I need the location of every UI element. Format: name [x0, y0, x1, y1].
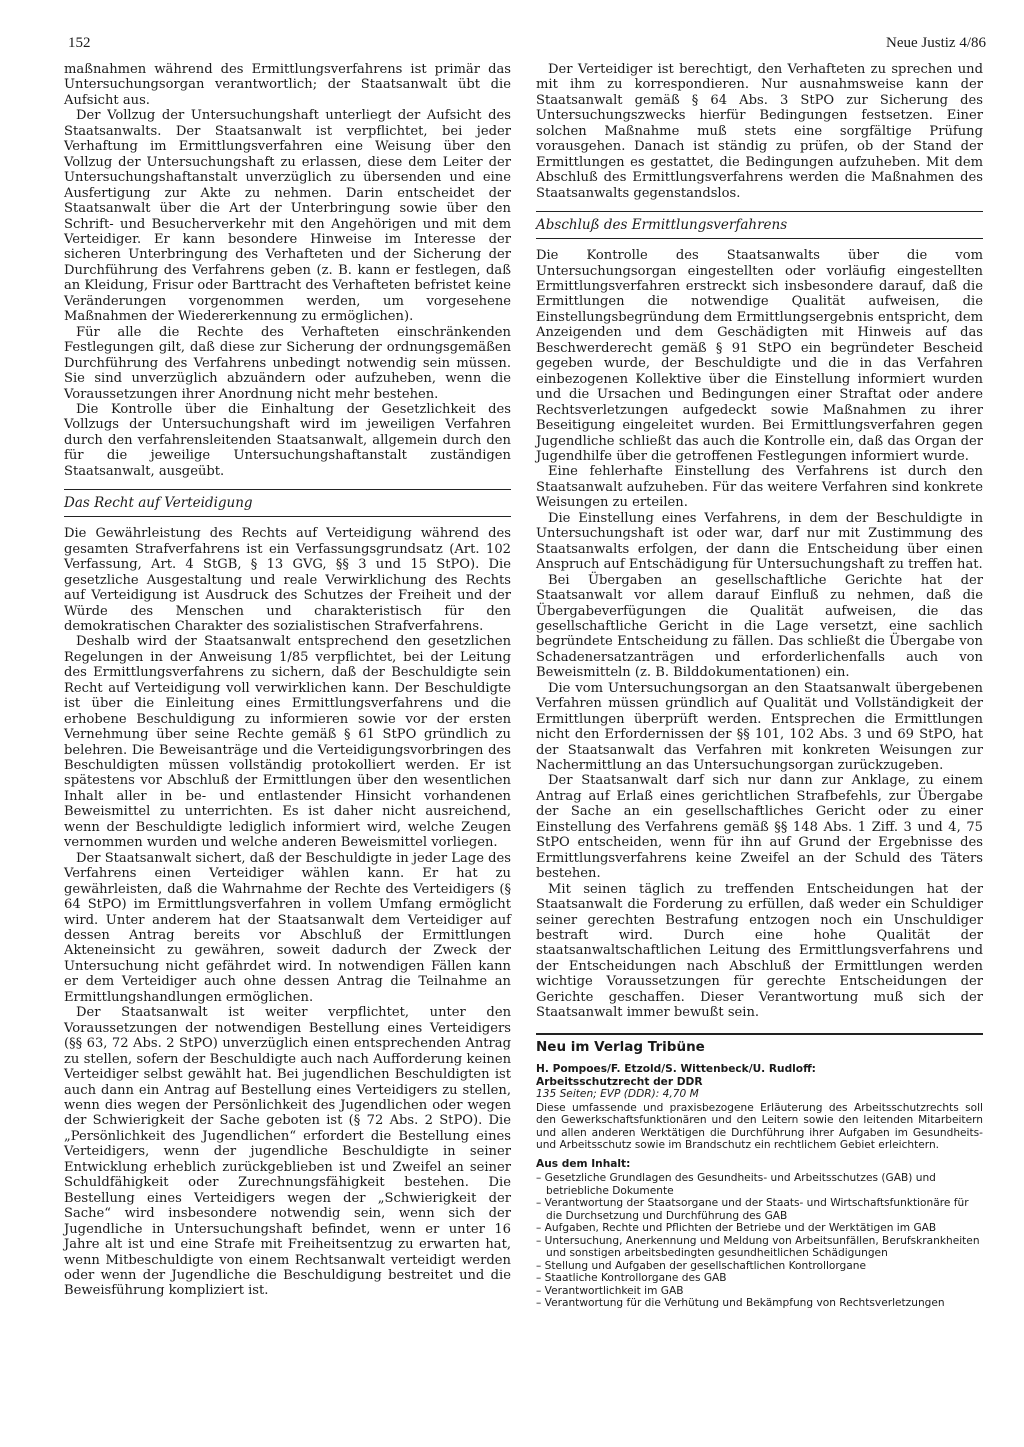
paragraph: Mit seinen täglich zu treffenden Entscheidungen hat der Staatsanwalt die Forderung zu erfüllen, daß weder ein Schuldiger seiner gerechten Bestrafung entzogen noch ein Unschuldiger bestraft wird. Durch eine hohe Qualität der staatsanwaltschaftlichen Leitung des Ermittlungsverfahrens und der Entscheidungen nach Abschluß der Ermittlungen werden wichtige Voraussetzungen für gerechte Entscheidungen der Gerichte geschaffen. Dieser Verantwortung muß sich der Staatsanwalt immer bewußt sein. — [536, 881, 983, 1021]
left-column — [64, 62, 511, 1299]
page-number: 152 — [68, 35, 91, 51]
book-description: Diese umfassende und praxisbezogene Erläuterung des Arbeitsschutzrechts soll den Gewerkschaftsfunktionären und den Leitern sowie den leitenden Mitarbeitern und allen anderen Werktätigen die Durchführung ihrer Aufgaben im Gesundheits- und Arbeitsschutz sowie im Brandschutz ein rechtlichem Gebiet erleichtern. — [536, 1101, 983, 1152]
list-item: – Stellung und Aufgaben der gesellschaftlichen Kontrollorgane — [536, 1260, 983, 1273]
paragraph: Für alle die Rechte des Verhafteten einschränkenden Festlegungen gilt, daß diese zur Sicherung der ordnungsgemäßen Durchführung des Verfahrens unbedingt notwendig sein müssen. Sie sind unverzüglich abzuändern oder aufzuheben, wenn die Voraussetzungen ihrer Anordnung nicht mehr bestehen. — [64, 324, 511, 402]
book-price: 135 Seiten; EVP (DDR): 4,70 M — [536, 1088, 699, 1101]
divider — [536, 1033, 983, 1035]
paragraph: Deshalb wird der Staatsanwalt entsprechend den gesetzlichen Regelungen in der Anweisung 1/85 verpflichtet, bei der Leitung des Ermittlungsverfahrens zu sichern, daß der Beschuldigte sein Recht auf Verteidigung voll verwirklichen kann. Der Beschuldigte ist über die Einleitung eines Ermittlungsverfahrens und die erhobene Beschuldigung zu informieren sowie vor der ersten Vernehmung über seine Rechte gemäß § 61 StPO gründlich zu belehren. Die Beweisanträge und die Verteidigungsvorbringen des Beschuldigten müssen vollständig protokolliert werden. Er ist spätestens vor Abschluß der Ermittlungen über den wesentlichen Inhalt aller in be- und entlastender Hinsicht vorhandenen Beweismittel zu unterrichten. Es ist daher nicht ausreichend, wenn der Beschuldigte lediglich informiert wird, welche Zeugen vernommen wurden und welche anderen Beweismittel vorliegen. — [64, 634, 511, 851]
paragraph: Die Kontrolle des Staatsanwalts über die vom Untersuchungsorgan eingestellten oder vorläufig eingestellten Ermittlungsverfahren erstreckt sich insbesondere darauf, daß die Ermittlungen die notwendige Qualität aufweisen, die Einstellungsbegründung dem Ermittlungsergebnis entspricht, dem Anzeigenden und dem Geschädigten mit Hinweis auf das Beschwerderecht gemäß § 91 StPO ein begründeter Bescheid gegeben wurde, der Beschuldigte und die in das Verfahren einbezogenen Kollektive über die Einstellung informiert wurden und die Ursachen und Bedingungen einer Straftat oder andere Rechtsverletzungen aufgedeckt sowie Maßnahmen zu ihrer Beseitigung eingeleitet wurden. Bei Ermittlungsverfahren gegen Jugendliche schließt das auch die Kontrolle ein, daß das Organ der Jugendhilfe über die getroffenen Festlegungen informiert wurde. — [536, 248, 983, 464]
list-item: – Staatliche Kontrollorgane des GAB — [536, 1272, 983, 1285]
contents-heading: Aus dem Inhalt: — [536, 1157, 631, 1170]
notice-heading: Neu im Verlag Tribüne — [536, 1038, 705, 1055]
list-item: – Verantwortung für die Verhütung und Bekämpfung von Rechtsverletzungen — [536, 1297, 983, 1310]
paragraph: Eine fehlerhafte Einstellung des Verfahrens ist durch den Staatsanwalt aufzuheben. Für das weitere Verfahren sind konkrete Weisungen zu erteilen. — [536, 464, 983, 511]
section-heading — [536, 211, 983, 240]
contents-list — [536, 1172, 983, 1310]
list-item: – Verantwortung der Staatsorgane und der Staats- und Wirtschaftsfunktionäre für die Durchsetzung und Durchführung des GAB — [536, 1197, 983, 1222]
paragraph: Die Kontrolle über die Einhaltung der Gesetzlichkeit des Vollzugs der Untersuchungshaft wird im jeweiligen Verfahren durch den verfahrensleitenden Staatsanwalt, allgemein durch den für die jeweilige Untersuchungshaftanstalt zuständigen Staatsanwalt, ausgeübt. — [64, 401, 511, 479]
paragraph: Der Staatsanwalt darf sich nur dann zur Anklage, zu einem Antrag auf Erlaß eines gerichtlichen Strafbefehls, zur Übergabe der Sache an ein gesellschaftliches Gericht oder zu einer Einstellung des Verfahrens gemäß §§ 148 Abs. 1 Ziff. 3 und 4, 75 StPO entscheiden, wenn für ihn auf Grund der Ergebnisse des Ermittlungsverfahrens keine Zweifel an der Schuld des Täters bestehen. — [536, 773, 983, 882]
list-item: – Aufgaben, Rechte und Pflichten der Betriebe und der Werktätigen im GAB — [536, 1222, 983, 1235]
paragraph: Der Staatsanwalt ist weiter verpflichtet, unter den Voraussetzungen der notwendigen Bestellung eines Verteidigers (§§ 63, 72 Abs. 2 StPO) unverzüglich einen entsprechenden Antrag zu stellen, sofern der Beschuldigte auch nach Aufforderung keinen Verteidiger selbst gewählt hat. Bei jugendlichen Beschuldigten ist auch dann ein Antrag auf Bestellung eines Verteidigers zu stellen, wenn dies wegen der Persönlichkeit des Jugendlichen oder wegen der Schwierigkeit der Sache geboten ist (§ 72 Abs. 2 StPO). Die „Persönlichkeit des Jugendlichen“ erfordert die Bestellung eines Verteidigers, wenn der jugendliche Beschuldigte in seiner Entwicklung erheblich zurückgeblieben ist und Zweifel an seiner Schuldfähigkeit oder Zurechnungsfähigkeit bestehen. Die Bestellung eines Verteidigers wegen der „Schwierigkeit der Sache“ wird insbesondere notwendig sein, wenn sich der Jugendliche in Untersuchungshaft befindet, wenn er unter 16 Jahre alt ist und eine Strafe mit Freiheitsentzug zu erwarten hat, wenn Mitbeschuldigte von einem Rechtsanwalt verteidigt werden oder wenn der Jugendliche die Beschuldigung bestreitet und die Beweisführung kompliziert ist. — [64, 1005, 511, 1299]
paragraph: maßnahmen während des Ermittlungsverfahrens ist primär das Untersuchungsorgan verantwortlich; der Staatsanwalt übt die Aufsicht aus. — [64, 62, 511, 108]
list-item: – Verantwortlichkeit im GAB — [536, 1285, 983, 1298]
list-item: – Gesetzliche Grundlagen des Gesundheits- und Arbeitsschutzes (GAB) und betriebliche Dokumente — [536, 1172, 983, 1197]
paragraph: Der Staatsanwalt sichert, daß der Beschuldigte in jeder Lage des Verfahrens einen Verteidiger wählen kann. Er hat zu gewährleisten, daß die Wahrnahme der Rechte des Verteidigers (§ 64 StPO) im Ermittlungsverfahren in vollem Umfang ermöglicht wird. Unter anderem hat der Staatsanwalt dem Verteidiger auf dessen Antrag bereits vor Abschluß der Ermittlungen Akteneinsicht zu gewähren, soweit dadurch der Zweck der Untersuchung nicht gefährdet wird. In notwendigen Fällen kann er dem Verteidiger auch ohne dessen Antrag die Teilnahme an Ermittlungshandlungen ermöglichen. — [64, 850, 511, 1005]
journal-issue: Neue Justiz 4/86 — [886, 35, 986, 51]
paragraph: Die vom Untersuchungsorgan an den Staatsanwalt übergebenen Verfahren müssen gründlich auf Qualität und Vollständigkeit der Ermittlungen überprüft werden. Entsprechen die Ermittlungen nicht den Erfordernissen der §§ 101, 102 Abs. 3 und 69 StPO, hat der Staatsanwalt das Verfahren mit konkreten Weisungen zur Nachermittlung an das Untersuchungsorgan zurückzugeben. — [536, 680, 983, 774]
right-column — [536, 62, 983, 1310]
book-title: Arbeitsschutzrecht der DDR — [536, 1075, 703, 1088]
publisher-notice — [536, 1038, 983, 1310]
paragraph: Die Gewährleistung des Rechts auf Verteidigung während des gesamten Strafverfahrens ist ein Verfassungsgrundsatz (Art. 102 Verfassung, Art. 4 StGB, § 13 GVG, §§ 3 und 15 StPO). Die gesetzliche Ausgestaltung und reale Verwirklichung des Rechts auf Verteidigung ist Ausdruck des Schutzes der Freiheit und der Würde des Menschen und charakteristisch für den demokratischen Charakter des sozialistischen Strafverfahrens. — [64, 526, 511, 634]
paragraph: Die Einstellung eines Verfahrens, in dem der Beschuldigte in Untersuchungshaft ist oder war, darf nur mit Zustimmung des Staatsanwalts erfolgen, der dann die Entscheidung über einen Anspruch auf Entschädigung für Untersuchungshaft zu treffen hat. — [536, 510, 983, 573]
section-title: Das Recht auf Verteidigung — [64, 496, 511, 516]
paragraph: Der Vollzug der Untersuchungshaft unterliegt der Aufsicht des Staatsanwalts. Der Staatsanwalt ist verpflichtet, bei jeder Verhaftung im Ermittlungsverfahren eine Weisung über den Vollzug der Untersuchungshaft zu erlassen, diese dem Leiter der Untersuchungshaftanstalt unverzüglich zu übersenden und eine Ausfertigung zur Akte zu nehmen. Darin entscheidet der Staatsanwalt über die Art der Unterbringung sowie über den Schrift- und Besucherverkehr mit den Angehörigen und mit dem Verteidiger. Er kann besondere Hinweise im Interesse der sicheren Unterbringung des Verhafteten und der Sicherung der Durchführung des Verfahrens geben (z. B. kann er festlegen, daß an Kleidung, Frisur oder Barttracht des Verhafteten befristet keine Veränderungen vorgenommen werden, um vorgesehene Maßnahmen der Wiedererkennung zu ermöglichen). — [64, 108, 511, 325]
section-heading — [64, 489, 511, 518]
paragraph: Bei Übergaben an gesellschaftliche Gerichte hat der Staatsanwalt vor allem darauf Einfluß zu nehmen, daß die Übergabeverfügungen die Qualität aufweisen, die das gesellschaftliche Gericht in die Lage versetzt, eine sachlich begründete Entscheidung zu fällen. Das schließt die Übergabe von Schadenersatzanträgen und erforderlichenfalls auch von Beweismitteln (z. B. Bilddokumentationen) ein. — [536, 572, 983, 681]
section-title: Abschluß des Ermittlungsverfahrens — [536, 218, 983, 238]
page-header — [68, 35, 986, 57]
book-authors: H. Pompoes/F. Etzold/S. Wittenbeck/U. Rudloff: — [536, 1063, 816, 1076]
paragraph: Der Verteidiger ist berechtigt, den Verhafteten zu sprechen und mit ihm zu korrespondieren. Nur ausnahmsweise kann der Staatsanwalt gemäß § 64 Abs. 3 StPO zur Sicherung des Untersuchungszwecks hierfür Bedingungen festsetzen. Einer solchen Maßnahme muß stets eine sorgfältige Prüfung vorausgehen. Danach ist ständig zu prüfen, ob der Stand der Ermittlungen es gestattet, die Bedingungen aufzuheben. Mit dem Abschluß des Ermittlungsverfahrens werden die Maßnahmen des Staatsanwalts gegenstandslos. — [536, 62, 983, 201]
list-item: – Untersuchung, Anerkennung und Meldung von Arbeitsunfällen, Berufskrankheiten und sonstigen arbeitsbedingten gesundheitlichen Schädigungen — [536, 1235, 983, 1260]
